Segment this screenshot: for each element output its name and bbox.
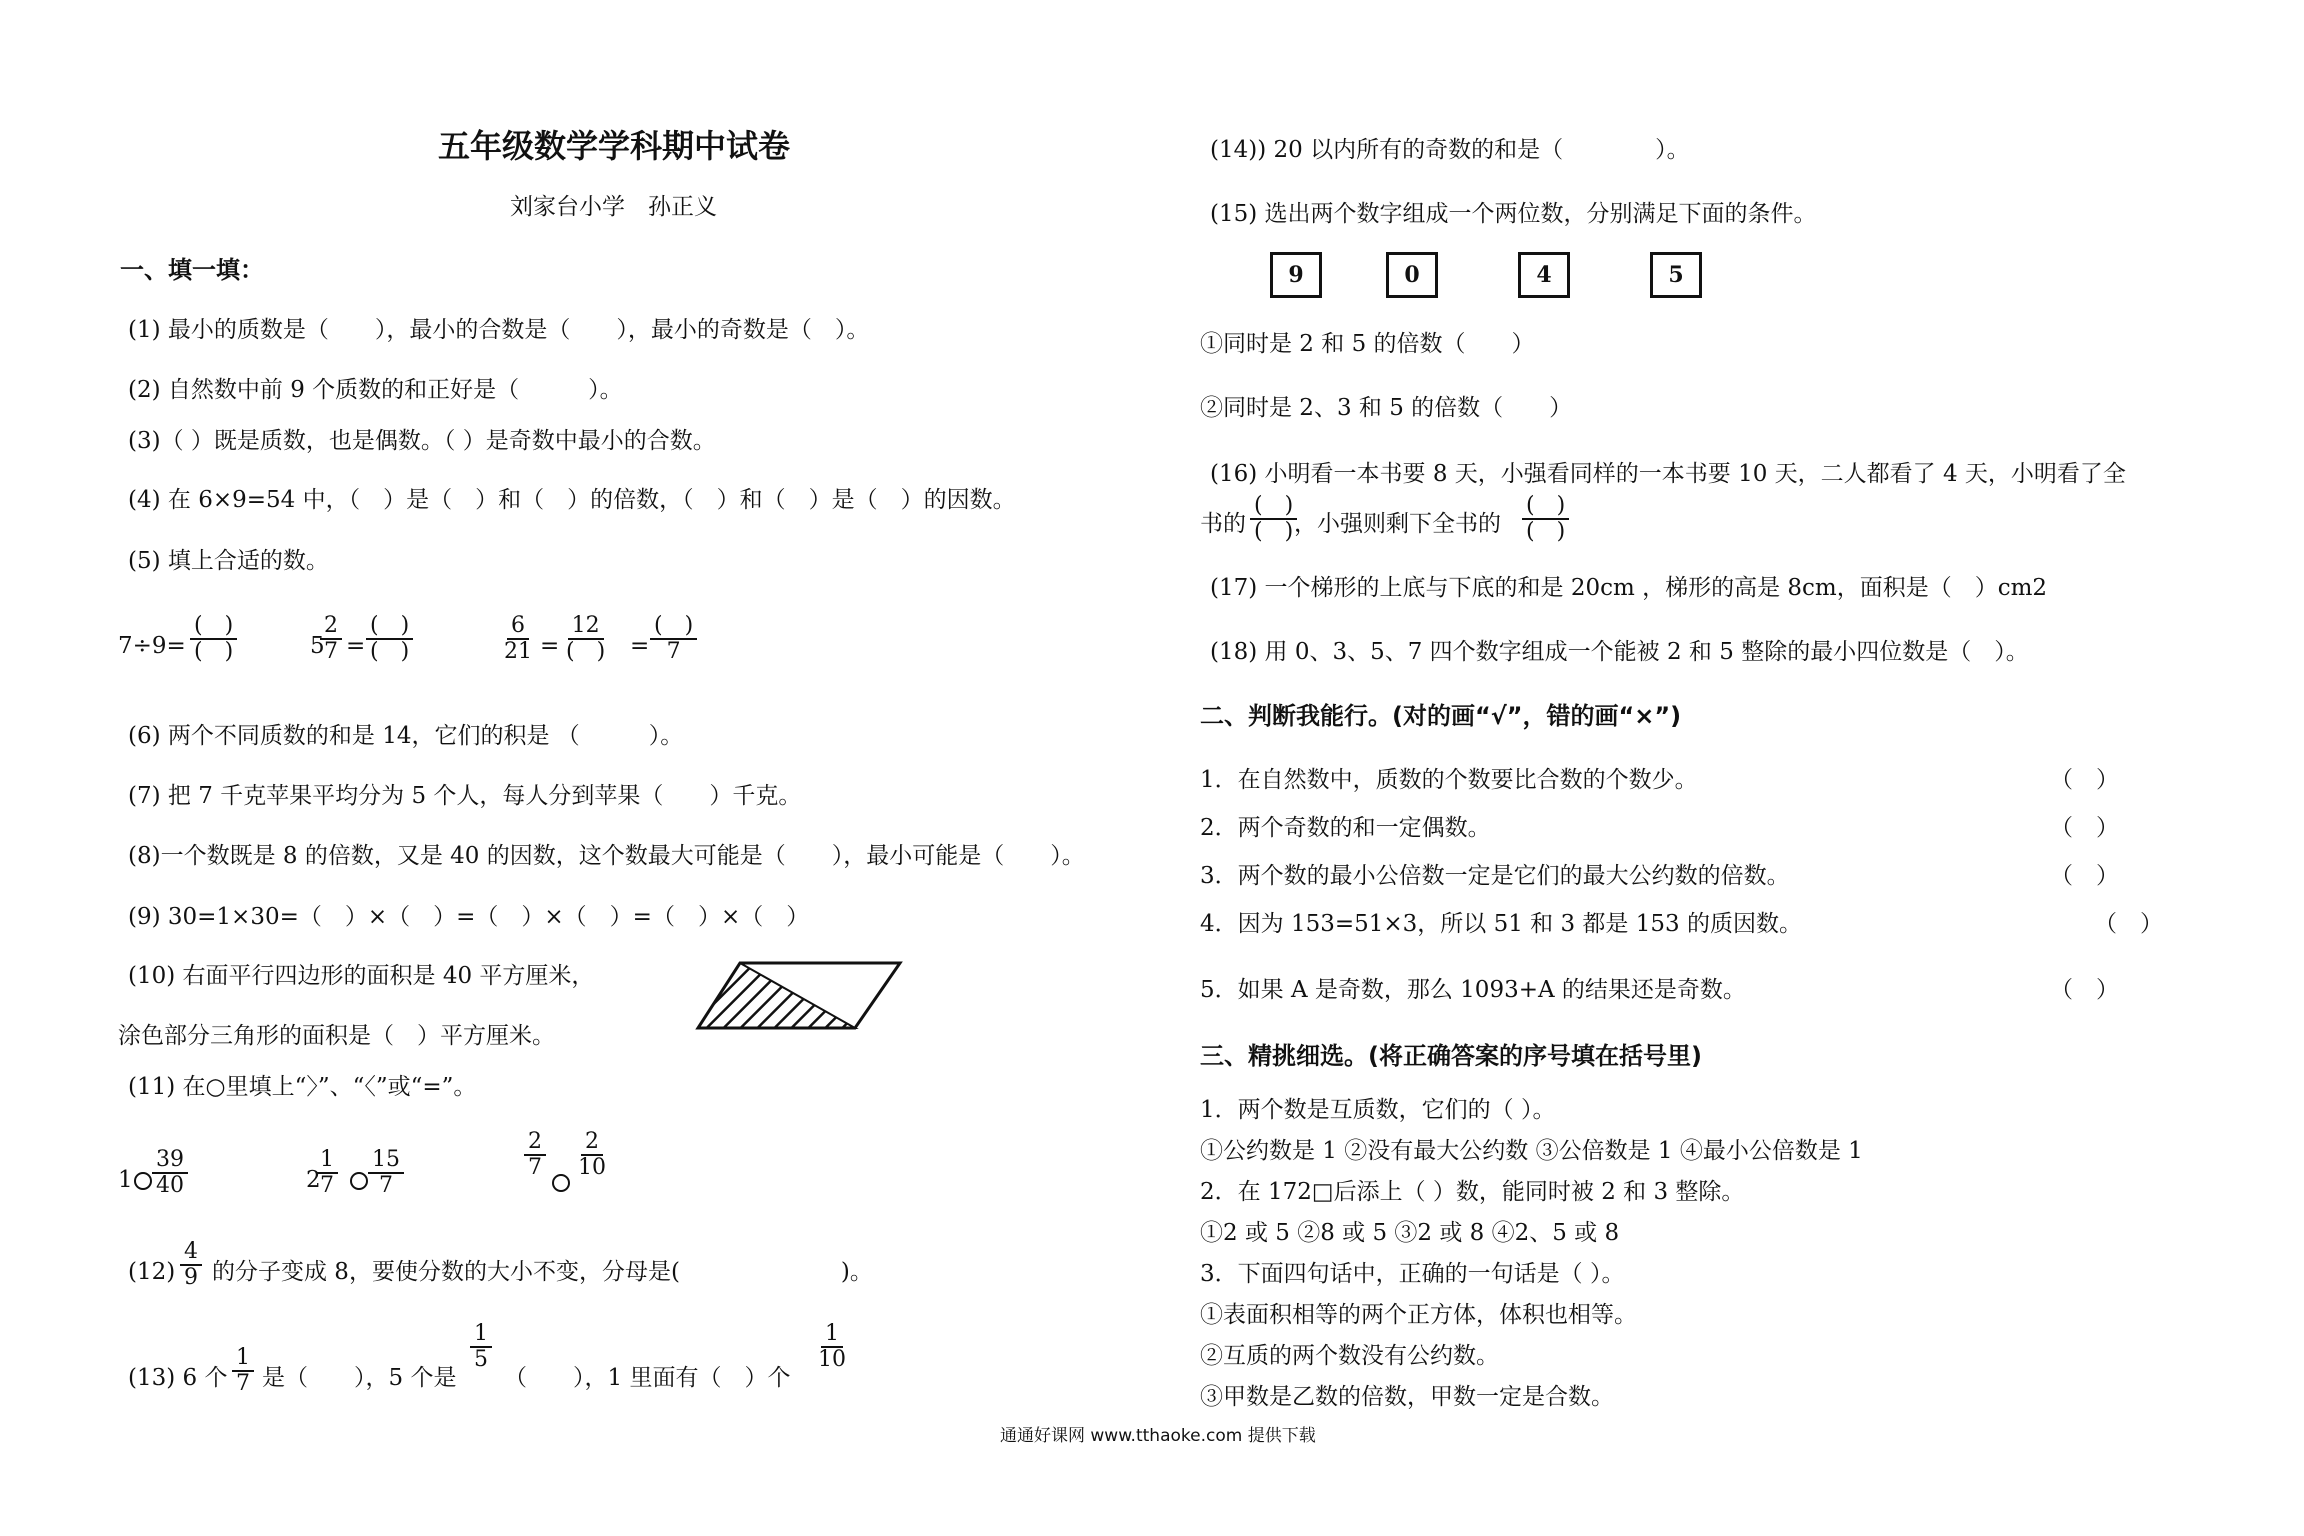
choice-option-3-2: ②互质的两个数没有公约数。 — [1200, 1343, 1499, 1369]
question-6: (6) 两个不同质数的和是 14，它们的积是 （ ）。 — [128, 723, 684, 749]
question-4: (4) 在 6×9=54 中，（ ）是（ ）和（ ）的倍数，（ ）和（ ）是（ ）的因数。 — [128, 487, 1016, 513]
question-15: (15) 选出两个数字组成一个两位数，分别满足下面的条件。 — [1210, 201, 1817, 227]
judge-item: 5．如果 A 是奇数，那么 1093+A 的结果还是奇数。 — [1200, 977, 1746, 1003]
q11-b-fraction — [316, 1148, 338, 1198]
numerator: ( ) — [1522, 494, 1569, 520]
question-11: (11) 在○里填上“〉”、“〈”或“=”。 — [128, 1074, 477, 1100]
question-8: (8)一个数既是 8 的倍数，又是 40 的因数，这个数最大可能是（ ），最小可能是（ ）。 — [128, 843, 1085, 869]
section-1-heading: 一、填一填： — [120, 256, 264, 284]
numerator: ( ) — [366, 614, 413, 640]
question-10-line1: (10) 右面平行四边形的面积是 40 平方厘米， — [128, 963, 595, 989]
q5-mixed-fraction — [320, 614, 342, 664]
numerator: 12 — [568, 614, 604, 640]
denominator: 7 — [379, 1173, 393, 1198]
numerator: 4 — [180, 1240, 202, 1266]
equals-sign: = — [346, 633, 366, 659]
q11-b-whole: 2 — [306, 1167, 321, 1193]
digit-card: 0 — [1386, 252, 1438, 298]
parallelogram-figure — [690, 958, 908, 1036]
q5-fraction-d — [562, 614, 609, 664]
numerator: 2 — [524, 1130, 546, 1156]
numerator: 2 — [320, 614, 342, 640]
denominator: ( ) — [566, 639, 606, 664]
question-16-line2b: ，小强则剩下全书的 — [1294, 511, 1501, 537]
judge-answer-paren[interactable]: （ ） — [2050, 815, 2119, 841]
q11-a-fraction — [152, 1148, 188, 1198]
judge-answer-paren[interactable]: （ ） — [2050, 863, 2119, 889]
q12-fraction — [180, 1240, 202, 1290]
choice-question-2: 2．在 172□后添上（ ）数，能同时被 2 和 3 整除。 — [1200, 1179, 1745, 1205]
choice-question-1: 1．两个数是互质数，它们的（ ）。 — [1200, 1097, 1556, 1123]
choice-options-2: ①2 或 5 ②8 或 5 ③2 或 8 ④2、5 或 8 — [1200, 1220, 1620, 1246]
denominator: 7 — [666, 639, 681, 664]
question-17: (17) 一个梯形的上底与下底的和是 20cm ，梯形的高是 8cm，面积是（ ）cm2 — [1210, 575, 2048, 601]
q13-part2: 是（ ），5 个是 — [262, 1365, 457, 1391]
q5-division: 7÷9= — [118, 633, 186, 659]
page-title: 五年级数学学科期中试卷 — [438, 127, 791, 165]
numerator: 39 — [152, 1148, 188, 1174]
q16-fraction-blank-1 — [1250, 494, 1297, 544]
judge-item: 3．两个数的最小公倍数一定是它们的最大公约数的倍数。 — [1200, 863, 1790, 889]
q13-fraction-1 — [232, 1346, 254, 1396]
denominator: ( ) — [1254, 519, 1294, 544]
judge-item: 4．因为 153=51×3，所以 51 和 3 都是 153 的质因数。 — [1200, 911, 1802, 937]
denominator: 21 — [504, 639, 532, 664]
q11-c-fraction — [524, 1130, 546, 1180]
question-9: (9) 30=1×30=（ ）×（ ）=（ ）×（ ）=（ ）×（ ） — [128, 904, 810, 930]
question-16-line2a: 书的 — [1200, 511, 1246, 537]
question-18: (18) 用 0、3、5、7 四个数字组成一个能被 2 和 5 整除的最小四位数是（ ）。 — [1210, 639, 2029, 665]
numerator: 6 — [507, 614, 529, 640]
denominator: 7 — [320, 1173, 334, 1198]
question-14: (14)) 20 以内所有的奇数的和是（ ）。 — [1210, 137, 1690, 163]
q5-fraction-e — [650, 614, 697, 664]
equals-sign: = — [630, 633, 650, 659]
q5-fraction-blank-b — [366, 614, 413, 664]
denominator: 10 — [578, 1155, 606, 1180]
q11-b2-fraction — [368, 1148, 404, 1198]
numerator: ( ) — [190, 614, 237, 640]
denominator: ( ) — [1526, 519, 1566, 544]
digit-card: 5 — [1650, 252, 1702, 298]
q12-prefix: (12) — [128, 1259, 176, 1285]
judge-answer-paren[interactable]: （ ） — [2050, 767, 2119, 793]
q11-a-whole: 1 — [118, 1167, 133, 1193]
q13-fraction-3 — [814, 1322, 850, 1372]
denominator: 7 — [528, 1155, 542, 1180]
choice-option-3-3: ③甲数是乙数的倍数，甲数一定是合数。 — [1200, 1384, 1614, 1410]
choice-question-3: 3．下面四句话中，正确的一句话是（ ）。 — [1200, 1261, 1625, 1287]
numerator: 2 — [581, 1130, 603, 1156]
question-7: (7) 把 7 千克苹果平均分为 5 个人，每人分到苹果（ ）千克。 — [128, 783, 802, 809]
digit-card: 9 — [1270, 252, 1322, 298]
q13-part3: （ ），1 里面有（ ）个 — [504, 1365, 791, 1391]
numerator: 1 — [821, 1322, 843, 1348]
numerator: 15 — [368, 1148, 404, 1174]
question-2: (2) 自然数中前 9 个质数的和正好是（ ）。 — [128, 377, 623, 403]
footer-credit: 通通好课网 www.tthaoke.com 提供下载 — [1000, 1426, 1316, 1446]
q15-condition-a: ①同时是 2 和 5 的倍数（ ） — [1200, 331, 1535, 357]
author-line: 刘家台小学 孙正义 — [510, 194, 717, 220]
question-10-line2: 涂色部分三角形的面积是（ ）平方厘米。 — [118, 1023, 555, 1049]
q5-fraction-blank-a — [190, 614, 237, 664]
q16-fraction-blank-2 — [1522, 494, 1569, 544]
denominator: 7 — [324, 639, 338, 664]
judge-answer-paren[interactable]: （ ） — [2094, 911, 2163, 937]
numerator: ( ) — [1250, 494, 1297, 520]
q11-c2-fraction — [574, 1130, 610, 1180]
denominator: 10 — [818, 1347, 846, 1372]
q15-condition-b: ②同时是 2、3 和 5 的倍数（ ） — [1200, 395, 1573, 421]
denominator: 5 — [474, 1347, 488, 1372]
question-5: (5) 填上合适的数。 — [128, 548, 329, 574]
q13-fraction-2 — [470, 1322, 492, 1372]
numerator: 1 — [470, 1322, 492, 1348]
judge-item: 1．在自然数中，质数的个数要比合数的个数少。 — [1200, 767, 1698, 793]
q5-mixed-whole: 5 — [310, 633, 325, 659]
judge-answer-paren[interactable]: （ ） — [2050, 977, 2119, 1003]
choice-option-3-1: ①表面积相等的两个正方体，体积也相等。 — [1200, 1302, 1637, 1328]
section-2-heading: 二、判断我能行。(对的画“√”，错的画“×”) — [1200, 702, 1682, 730]
compare-circle[interactable] — [552, 1174, 570, 1192]
question-3: (3)（ ）既是质数，也是偶数。（ ）是奇数中最小的合数。 — [128, 428, 716, 454]
denominator: ( ) — [370, 639, 410, 664]
judge-item: 2．两个奇数的和一定偶数。 — [1200, 815, 1491, 841]
equals-sign: = — [540, 633, 560, 659]
q13-part1: (13) 6 个 — [128, 1365, 228, 1391]
question-16-line1: (16) 小明看一本书要 8 天，小强看同样的一本书要 10 天，二人都看了 4 天，小明看了全 — [1210, 461, 2126, 487]
denominator: 9 — [184, 1265, 198, 1290]
q12-text: 的分子变成 8，要使分数的大小不变，分母是( )。 — [212, 1259, 873, 1285]
choice-options-1: ①公约数是 1 ②没有最大公约数 ③公倍数是 1 ④最小公倍数是 1 — [1200, 1138, 1863, 1164]
denominator: 40 — [156, 1173, 184, 1198]
denominator: ( ) — [194, 639, 234, 664]
question-1: (1) 最小的质数是（ ），最小的合数是（ ），最小的奇数是（ ）。 — [128, 317, 870, 343]
digit-card: 4 — [1518, 252, 1570, 298]
denominator: 7 — [236, 1371, 250, 1396]
section-3-heading: 三、精挑细选。(将正确答案的序号填在括号里) — [1200, 1042, 1702, 1070]
q5-fraction-c — [500, 614, 536, 664]
numerator: ( ) — [650, 614, 697, 640]
compare-circle[interactable] — [134, 1172, 152, 1190]
compare-circle[interactable] — [350, 1172, 368, 1190]
numerator: 1 — [232, 1346, 254, 1372]
numerator: 1 — [316, 1148, 338, 1174]
